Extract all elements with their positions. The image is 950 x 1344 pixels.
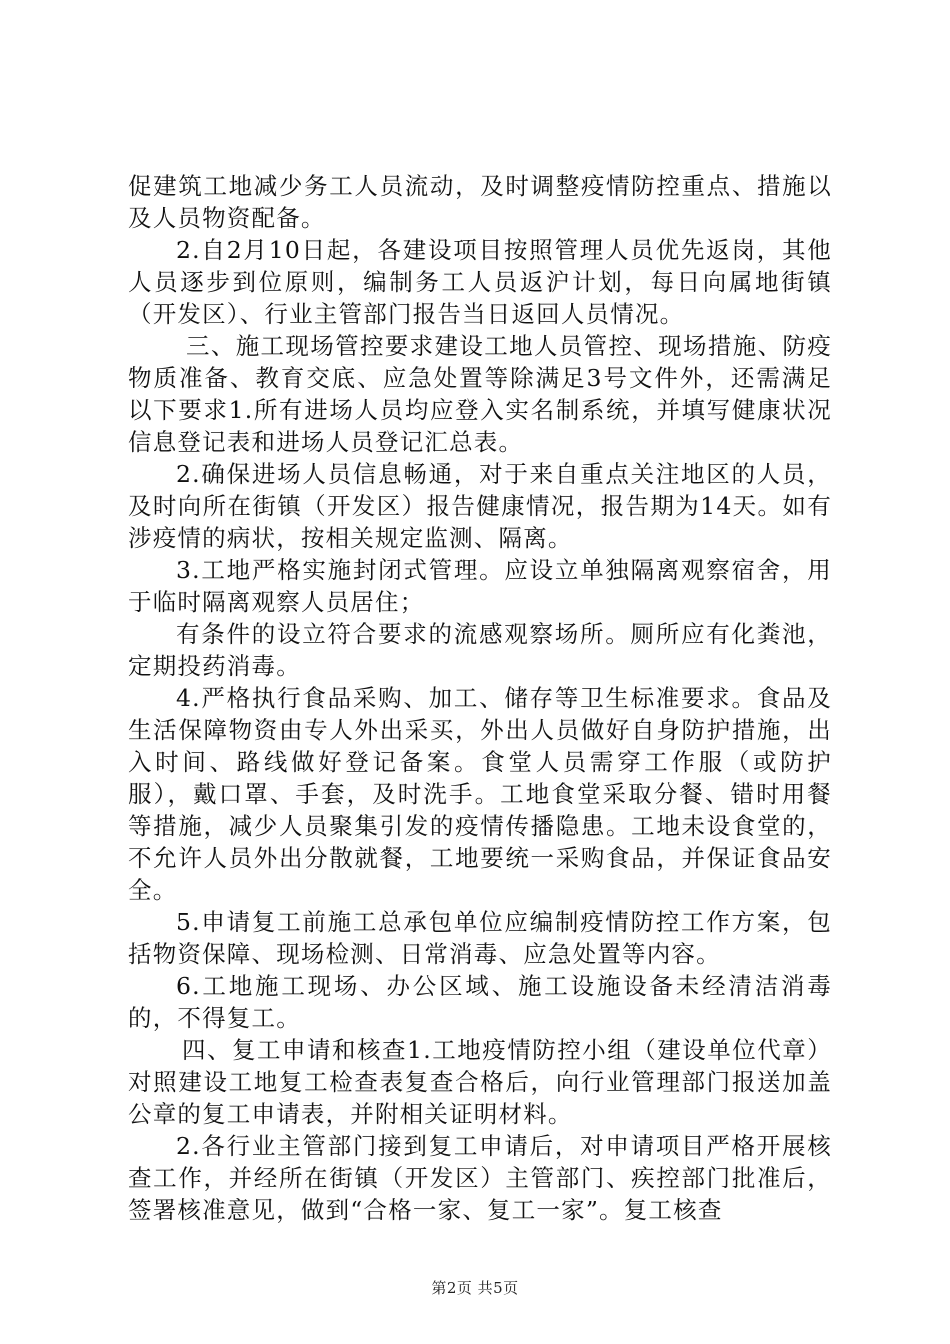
section-heading-paragraph: 三、施工现场管控要求建设工地人员管控、现场措施、防疫物质准备、教育交底、应急处置等除满足3号文件外，还需满足以下要求1.所有进场人员均应登入实名制系统，并填写健康状况信息登记表和进场人员登记汇总表。 [128,332,832,456]
paragraph: 有条件的设立符合要求的流感观察场所。厕所应有化粪池，定期投药消毒。 [128,620,832,680]
paragraph: 5.申请复工前施工总承包单位应编制疫情防控工作方案，包括物资保障、现场检测、日常消毒、应急处置等内容。 [128,908,832,968]
section-heading-paragraph: 四、复工申请和核查1.工地疫情防控小组（建设单位代章）对照建设工地复工检查表复查合格后，向行业管理部门报送加盖公章的复工申请表，并附相关证明材料。 [128,1036,832,1128]
paragraph: 2.自2月10日起，各建设项目按照管理人员优先返岗，其他人员逐步到位原则，编制务工人员返沪计划，每日向属地街镇（开发区）、行业主管部门报告当日返回人员情况。 [128,236,832,328]
paragraph: 6.工地施工现场、办公区域、施工设施设备未经清洁消毒的，不得复工。 [128,972,832,1032]
page-number-footer: 第2页 共5页 [431,1279,519,1297]
paragraph: 2.各行业主管部门接到复工申请后，对申请项目严格开展核查工作，并经所在街镇（开发区）主管部门、疾控部门批准后，签署核准意见，做到“合格一家、复工一家”。复工核查 [128,1132,832,1224]
paragraph: 4.严格执行食品采购、加工、储存等卫生标准要求。食品及生活保障物资由专人外出采买，外出人员做好自身防护措施，出入时间、路线做好登记备案。食堂人员需穿工作服（或防护服），戴口罩、手套，及时洗手。工地食堂采取分餐、错时用餐等措施，减少人员聚集引发的疫情传播隐患。工地未设食堂的，不允许人员外出分散就餐，工地要统一采购食品，并保证食品安全。 [128,684,832,904]
document-body [128,170,832,1226]
paragraph: 促建筑工地减少务工人员流动，及时调整疫情防控重点、措施以及人员物资配备。 [128,172,832,232]
paragraph: 2.确保进场人员信息畅通，对于来自重点关注地区的人员，及时向所在街镇（开发区）报告健康情况，报告期为14天。如有涉疫情的病状，按相关规定监测、隔离。 [128,460,832,552]
paragraph: 3.工地严格实施封闭式管理。应设立单独隔离观察宿舍，用于临时隔离观察人员居住； [128,556,832,616]
